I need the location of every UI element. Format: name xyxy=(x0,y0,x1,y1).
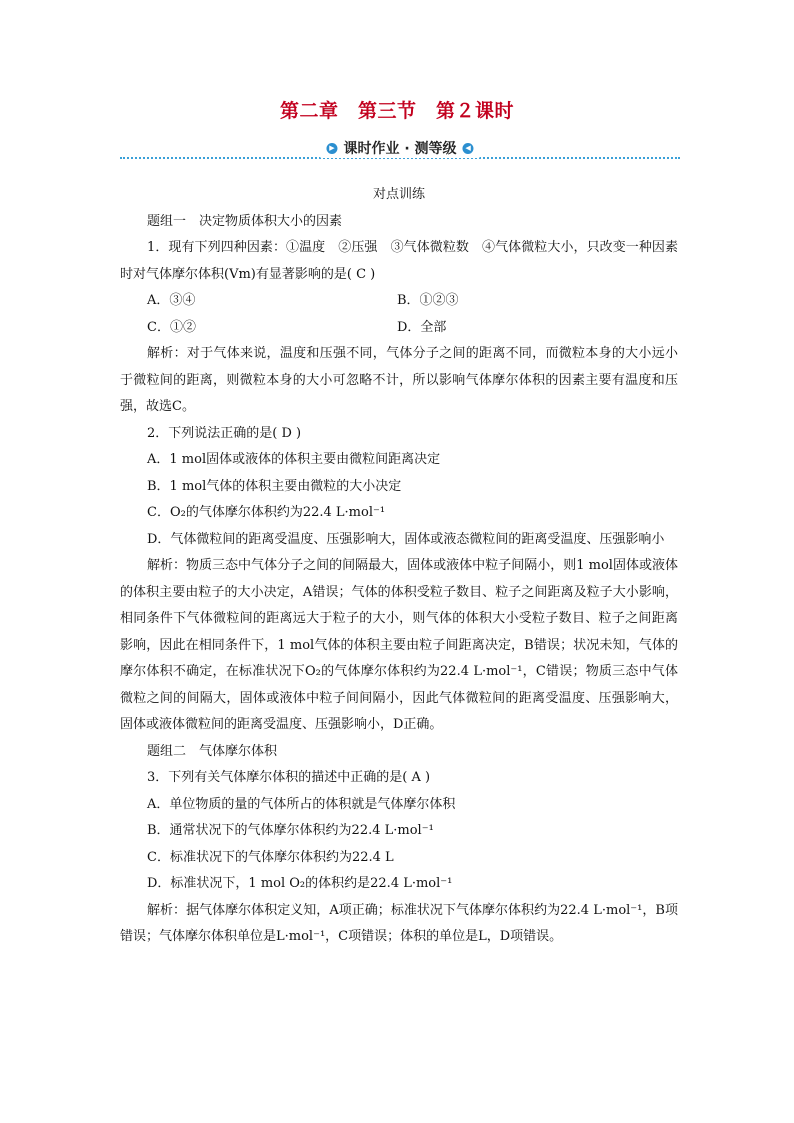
play-right-icon: ▶ xyxy=(326,143,337,154)
option: B．①②③ xyxy=(397,293,459,308)
analysis: 解析：对于气体来说，温度和压强不同，气体分子之间的距离不同，而微粒本身的大小远小于微粒间的距离，则微粒本身的大小可忽略不计，所以影响气体摩尔体积的因素主要有温度和压强，故选C。 xyxy=(120,346,678,414)
page-title: 第二章 第三节 第２课时 xyxy=(279,100,514,122)
analysis: 解析：据气体摩尔体积定义知，A项正确；标准状况下气体摩尔体积约为22.4 L·mol⁻¹，B项错误；气体摩尔体积单位是L·mol⁻¹，C项错误；体积的单位是L，D项错误。 xyxy=(120,902,678,944)
banner xyxy=(120,138,680,160)
content xyxy=(120,182,678,951)
banner-label xyxy=(320,138,479,158)
option: A．③④ xyxy=(147,293,196,308)
option: C．①② xyxy=(147,319,196,335)
group-heading: 题组二 气体摩尔体积 xyxy=(147,743,278,759)
options-row xyxy=(120,288,678,315)
option: D．气体微粒间的距离受温度、压强影响大，固体或液态微粒间的距离受温度、压强影响小 xyxy=(147,531,665,547)
option: D．全部 xyxy=(397,319,447,335)
section-heading: 对点训练 xyxy=(372,187,425,202)
option: D．标准状况下，1 mol O₂的体积约是22.4 L·mol⁻¹ xyxy=(147,876,453,891)
option: A．1 mol固体或液体的体积主要由微粒间距离决定 xyxy=(147,452,441,467)
banner-text: 课时作业 · 测等级 xyxy=(343,141,457,157)
option: A．单位物质的量的气体所占的体积就是气体摩尔体积 xyxy=(147,796,456,812)
option: C．O₂的气体摩尔体积约为22.4 L·mol⁻¹ xyxy=(147,505,386,520)
question-stem: 1．现有下列四种因素：①温度 ②压强 ③气体微粒数 ④气体微粒大小，只改变一种因素时对气体摩尔体积(Vm)有显著影响的是( C ) xyxy=(120,240,678,282)
group-heading: 题组一 决定物质体积大小的因素 xyxy=(147,213,343,229)
option: B．1 mol气体的体积主要由微粒的大小决定 xyxy=(147,478,402,494)
option: B．通常状况下的气体摩尔体积约为22.4 L·mol⁻¹ xyxy=(147,823,434,838)
options-row xyxy=(120,315,678,342)
analysis: 解析：物质三态中气体分子之间的间隔最大，固体或液体中粒子间隔小，则1 mol固体或液体的体积主要由粒子的大小决定，A错误；气体的体积受粒子数目、粒子之间距离及粒子大小影响，相同条件下气体微粒间的距离远大于粒子的大小，则气体的体积大小受粒子数目、粒子之间距离影响，因此在相同条件下，1 mol气体的体积主要由粒子间距离决定，B错误；状况未知，气体的摩尔体积不确定，在标准状况下O₂的气体摩尔体积约为22.4 L·mol⁻¹，C错误；物质三态中气体微粒之间的间隔大，固体或液体中粒子间间隔小，因此气体微粒间的距离受温度、压强影响大，固体或液体微粒间的距离受温度、压强影响小，D正确。 xyxy=(120,558,678,732)
question-stem: 2．下列说法正确的是( D ) xyxy=(147,425,302,441)
play-left-icon: ◀ xyxy=(463,143,474,154)
question-stem: 3．下列有关气体摩尔体积的描述中正确的是( A ) xyxy=(147,770,431,785)
option: C．标准状况下的气体摩尔体积约为22.4 L xyxy=(147,849,394,865)
